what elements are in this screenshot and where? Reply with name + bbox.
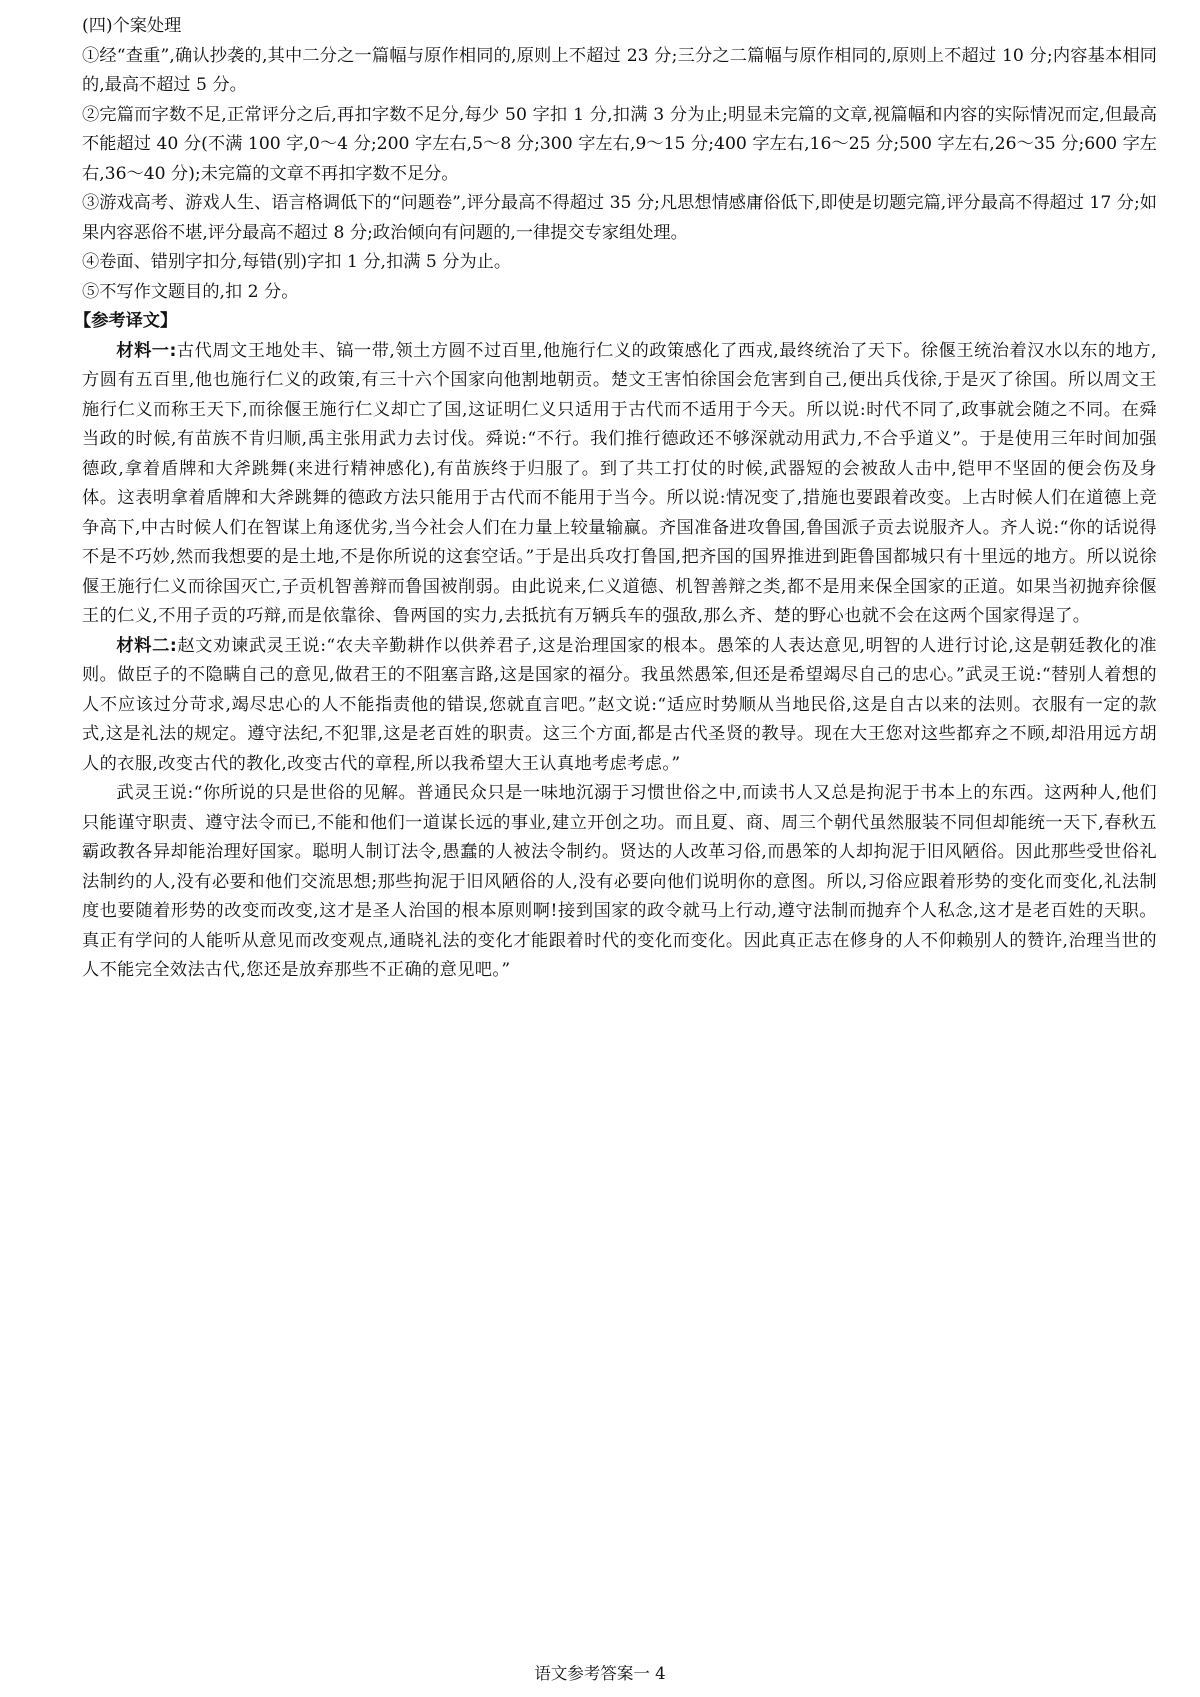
material-2-text: 赵文劝谏武灵王说:“农夫辛勤耕作以供养君子,这是治理国家的根本。愚笨的人表达意见,明智的人进行讨论,这是朝廷教化的准则。做臣子的不隐瞒自己的意见,做君王的不阻塞言路,这是国家的福分。我虽然愚笨,但还是希望竭尽自己的忠心。”武灵王说:“替别人着想的人不应该过分苛求,竭尽忠心的人不能指责他的错误,您就直言吧。”赵文说:“适应时势顺从当地民俗,这是自古以来的法则。衣服有一定的款式,这是礼法的规定。遵守法纪,不犯罪,这是老百姓的职责。这三个方面,都是古代圣贤的教导。现在大王您对这些都弃之不顾,却沿用远方胡人的衣服,改变古代的教化,改变古代的章程,所以我希望大王认真地考虑考虑。” — [82, 635, 1157, 774]
rule-item-5: ⑤不写作文题目的,扣 2 分。 — [82, 281, 299, 302]
material-1-text: 古代周文王地处丰、镐一带,领土方圆不过百里,他施行仁义的政策感化了西戎,最终统治了天下。徐偃王统治着汉水以东的地方,方圆有五百里,他也施行仁义的政策,有三十六个国家向他割地朝贡。楚文王害怕徐国会危害到自己,便出兵伐徐,于是灭了徐国。所以周文王施行仁义而称王天下,而徐偃王施行仁义却亡了国,这证明仁义只适用于古代而不适用于今天。所以说:时代不同了,政事就会随之不同。在舜当政的时候,有苗族不肯归顺,禹主张用武力去讨伐。舜说:“不行。我们推行德政还不够深就动用武力,不合乎道义”。于是使用三年时间加强德政,拿着盾牌和大斧跳舞(来进行精神感化),有苗族终于归服了。到了共工打仗的时候,武器短的会被敌人击中,铠甲不坚固的便会伤及身体。这表明拿着盾牌和大斧跳舞的德政方法只能用于古代而不能用于当今。所以说:情况变了,措施也要跟着改变。上古时候人们在道德上竞争高下,中古时候人们在智谋上角逐优劣,当今社会人们在力量上较量输赢。齐国准备进攻鲁国,鲁国派子贡去说服齐人。齐人说:“你的话说得不是不巧妙,然而我想要的是土地,不是你所说的这套空话。”于是出兵攻打鲁国,把齐国的国界推进到距鲁国都城只有十里远的地方。所以说徐偃王施行仁义而徐国灭亡,子贡机智善辩而鲁国被削弱。由此说来,仁义道德、机智善辩之类,都不是用来保全国家的正道。如果当初抛弃徐偃王的仁义,不用子贡的巧辩,而是依靠徐、鲁两国的实力,去抵抗有万辆兵车的强敌,那么齐、楚的野心也就不会在这两个国家得逞了。 — [82, 340, 1158, 626]
page-footer: 语文参考答案一 4 — [534, 1664, 666, 1683]
material-2-label: 材料二: — [116, 635, 178, 656]
document-page — [74, 12, 1158, 986]
section-heading: (四)个案处理 — [82, 16, 182, 36]
material-2-paragraph-2: 武灵王说:“你所说的只是世俗的见解。普通民众只是一味地沉溺于习惯世俗之中,而读书人又总是拘泥于书本上的东西。这两种人,他们只能谨守职责、遵守法令而已,不能和他们一道谋长远的事业,建立开创之功。而且夏、商、周三个朝代虽然服装不同但却能统一天下,春秋五霸政教各异却能治理好国家。聪明人制订法令,愚蠢的人被法令制约。贤达的人改革习俗,而愚笨的人却拘泥于旧风陋俗。因此那些受世俗礼法制约的人,没有必要和他们交流思想;那些拘泥于旧风陋俗的人,没有必要向他们说明你的意图。所以,习俗应跟着形势的变化而变化,礼法制度也要随着形势的改变而改变,这才是圣人治国的根本原则啊!接到国家的政令就马上行动,遵守法制而抛弃个人私念,这才是老百姓的天职。真正有学问的人能听从意见而改变观点,通晓礼法的变化才能跟着时代的变化而变化。因此真正志在修身的人不仰赖别人的赞许,治理当世的人不能完全效法古代,您还是放弃那些不正确的意见吧。” — [82, 783, 1157, 980]
material-2-paragraph — [82, 632, 1157, 780]
rule-item-3: ③游戏高考、游戏人生、语言格调低下的“问题卷”,评分最高不得超过 35 分;凡思想情感庸俗低下,即使是切题完篇,评分最高不得超过 17 分;如果内容恶俗不堪,评分最高不超过 8 分;政治倾向有问题的,一律提交专家组处理。 — [82, 193, 1157, 243]
rule-item-2: ②完篇而字数不足,正常评分之后,再扣字数不足分,每少 50 字扣 1 分,扣满 3 分为止;明显未完篇的文章,视篇幅和内容的实际情况而定,但最高不能超过 40 分(不满 100 字,0～4 分;200 字左右,5～8 分;300 字左右,9～15 分;400 字左右,16～25 分;500 字左右,26～35 分;600 字左右,36～40 分);未完篇的文章不再扣字数不足分。 — [82, 104, 1157, 184]
material-1-paragraph — [82, 337, 1157, 632]
material-1-label: 材料一: — [116, 340, 177, 361]
rule-item-1: ①经“查重”,确认抄袭的,其中二分之一篇幅与原作相同的,原则上不超过 23 分;三分之二篇幅与原作相同的,原则上不超过 10 分;内容基本相同的,最高不超过 5 分。 — [82, 45, 1157, 95]
translation-heading: 【参考译文】 — [74, 311, 178, 331]
rule-item-4: ④卷面、错别字扣分,每错(别)字扣 1 分,扣满 5 分为止。 — [82, 252, 512, 272]
